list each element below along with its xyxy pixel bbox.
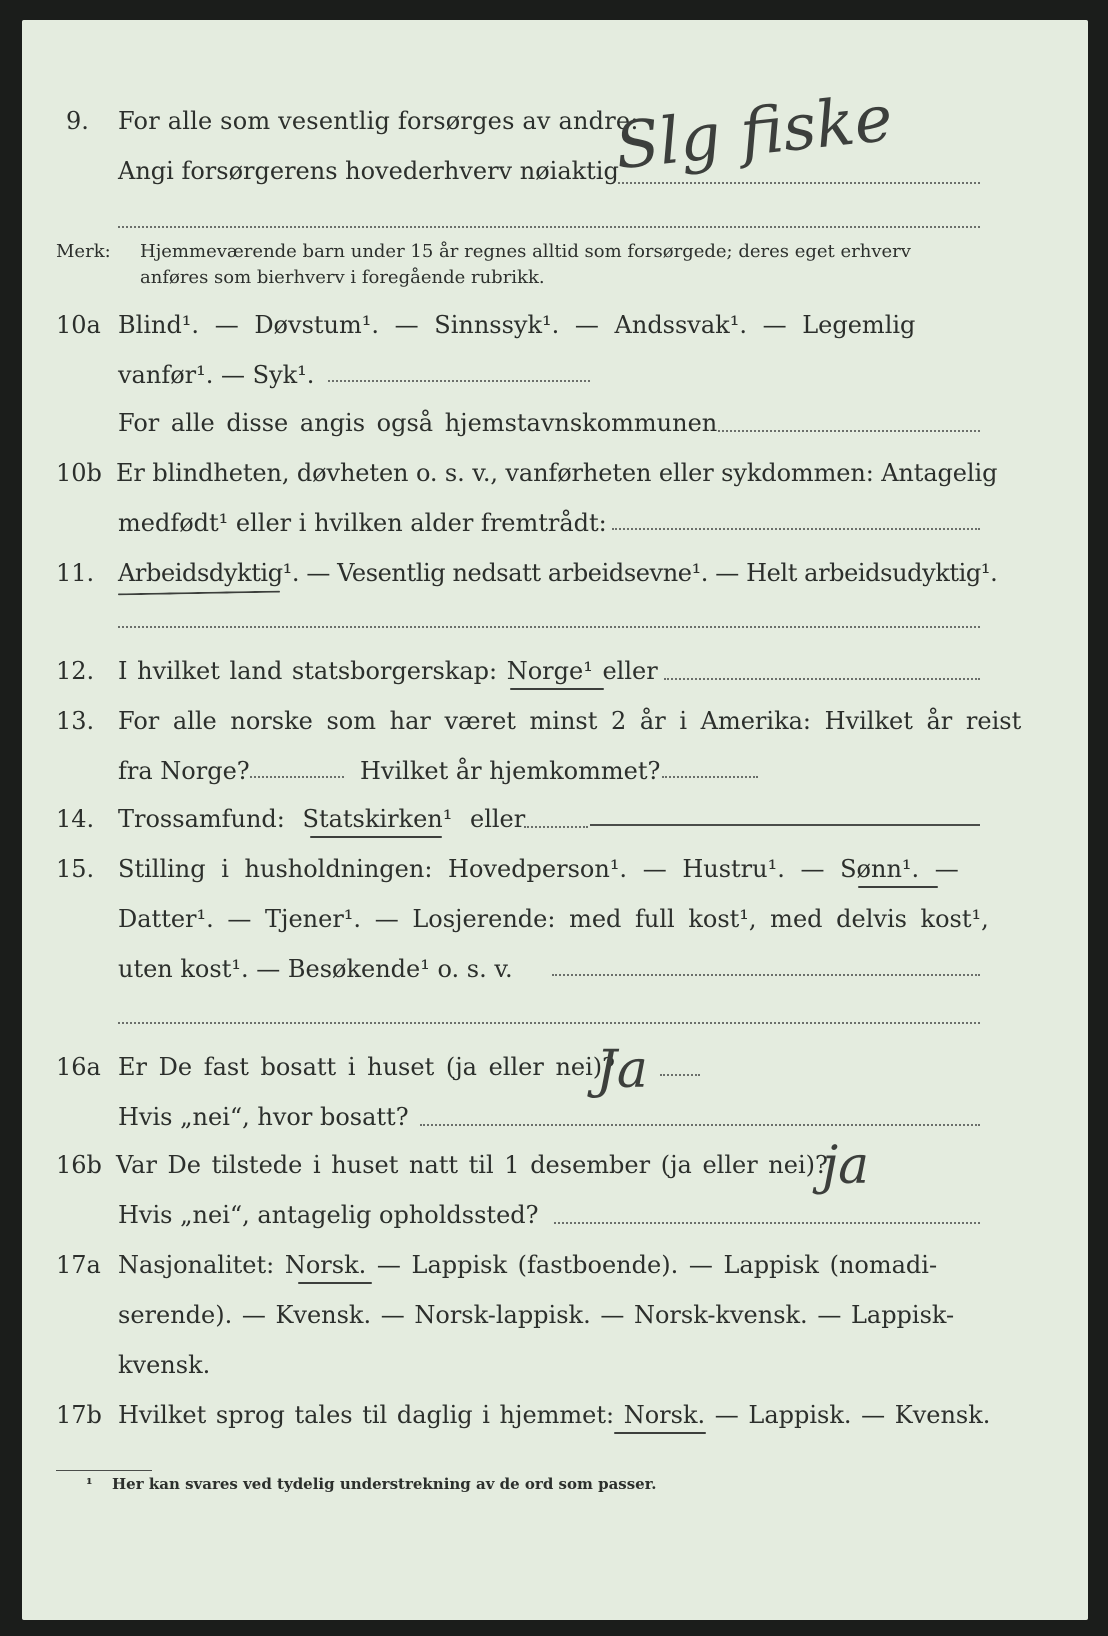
q13-line2b: Hvilket år hjemkommet? — [360, 757, 661, 785]
q12-line1: I hvilket land statsborgerskap: Norge¹ eller — [118, 657, 658, 685]
q17b-line1: Hvilket sprog tales til daglig i hjemmet: Norsk. — Lappisk. — Kvensk. — [118, 1401, 991, 1429]
merk-label: Merk: — [56, 241, 111, 262]
q16b-handwritten-answer: ja — [822, 1136, 870, 1196]
q10b-answer-line — [612, 528, 980, 530]
question-number: 11. — [56, 559, 95, 587]
q16a-handwritten-answer: Ja — [596, 1040, 648, 1100]
q15-underline-mark — [858, 886, 938, 888]
q14-underline-mark — [310, 836, 442, 838]
q10a-answer-line — [328, 380, 590, 382]
q16b-whereabouts-line — [554, 1222, 980, 1224]
q11-line1: Arbeidsdyktig¹. — Vesentlig nedsatt arbeidsevne¹. — Helt arbeidsudyktig¹. — [118, 559, 998, 587]
q17a-underline-mark — [298, 1282, 372, 1284]
q17a-line3: kvensk. — [118, 1351, 211, 1379]
question-number: 17b — [56, 1401, 102, 1429]
question-number: 9. — [66, 107, 89, 135]
footnote-text: Her kan svares ved tydelig understrekning av de ord som passer. — [112, 1475, 657, 1493]
question-number: 17a — [56, 1251, 101, 1279]
q9-line2: Angi forsørgerens hovederhverv nøiaktig — [118, 157, 619, 185]
q13-line1: For alle norske som har været minst 2 år i Amerika: Hvilket år reist — [118, 707, 1022, 735]
q10b-line1: Er blindheten, døvheten o. s. v., vanførheten eller sykdommen: Antagelig — [116, 459, 998, 487]
q12-answer-line — [664, 678, 980, 680]
q9-answer-line — [618, 182, 980, 184]
q17a-line1: Nasjonalitet: Norsk. — Lappisk (fastboende). — Lappisk (nomadi- — [118, 1251, 938, 1279]
q15-answer-line — [552, 974, 980, 976]
merk-line1: Hjemmeværende barn under 15 år regnes alltid som forsørgede; deres eget erhverv — [140, 241, 911, 262]
q10b-line2: medfødt¹ eller i hvilken alder fremtrådt: — [118, 509, 607, 537]
merk-line2: anføres som bierhverv i foregående rubrikk. — [140, 267, 545, 288]
q15-line3: uten kost¹. — Besøkende¹ o. s. v. — [118, 955, 513, 983]
q10a-line1: Blind¹. — Døvstum¹. — Sinnssyk¹. — Andssvak¹. — Legemlig — [118, 311, 916, 339]
question-number: 10a — [56, 311, 101, 339]
q10a-hometown-line — [718, 430, 980, 432]
question-number: 16b — [56, 1151, 102, 1179]
q9-line1: For alle som vesentlig forsørges av andre: — [118, 107, 639, 135]
q16a-answer-line — [660, 1074, 700, 1076]
q15-line2: Datter¹. — Tjener¹. — Losjerende: med full kost¹, med delvis kost¹, — [118, 905, 989, 933]
q9-answer-line-2 — [118, 226, 980, 228]
q13-left-year-line — [250, 776, 344, 778]
question-number: 14. — [56, 805, 95, 833]
footnote-divider — [56, 1470, 152, 1471]
q12-underline-mark — [510, 688, 604, 690]
q9-handwritten-answer: Slg fiske — [611, 81, 896, 185]
q16a-line1: Er De fast bosatt i huset (ja eller nei)? — [118, 1053, 616, 1081]
question-number: 15. — [56, 855, 95, 883]
q10a-line2: vanfør¹. — Syk¹. — [118, 361, 315, 389]
question-number: 12. — [56, 657, 95, 685]
q15-answer-line-2 — [118, 1022, 980, 1024]
q17b-underline-mark — [614, 1432, 706, 1434]
q13-return-year-line — [662, 776, 758, 778]
question-number: 10b — [56, 459, 102, 487]
question-number: 13. — [56, 707, 95, 735]
q16b-line2: Hvis „nei“, antagelig opholdssted? — [118, 1201, 539, 1229]
footnote-mark: ¹ — [86, 1475, 93, 1493]
q16b-line1: Var De tilstede i huset natt til 1 desember (ja eller nei)? — [116, 1151, 828, 1179]
question-number: 16a — [56, 1053, 101, 1081]
q13-line2a: fra Norge? — [118, 757, 250, 785]
q11-answer-line — [118, 626, 980, 628]
q14-answer-line — [524, 826, 588, 828]
q15-line1: Stilling i husholdningen: Hovedperson¹. — Hustru¹. — Sønn¹. — — [118, 855, 959, 883]
q16a-residence-line — [420, 1124, 980, 1126]
q16a-line2: Hvis „nei“, hvor bosatt? — [118, 1103, 409, 1131]
q14-answer-rule — [590, 824, 980, 826]
q17a-line2: serende). — Kvensk. — Norsk-lappisk. — Norsk-kvensk. — Lappisk- — [118, 1301, 955, 1329]
q14-line1: Trossamfund: Statskirken¹ eller — [118, 805, 526, 833]
q10a-line3: For alle disse angis også hjemstavnskommunen — [118, 409, 718, 437]
